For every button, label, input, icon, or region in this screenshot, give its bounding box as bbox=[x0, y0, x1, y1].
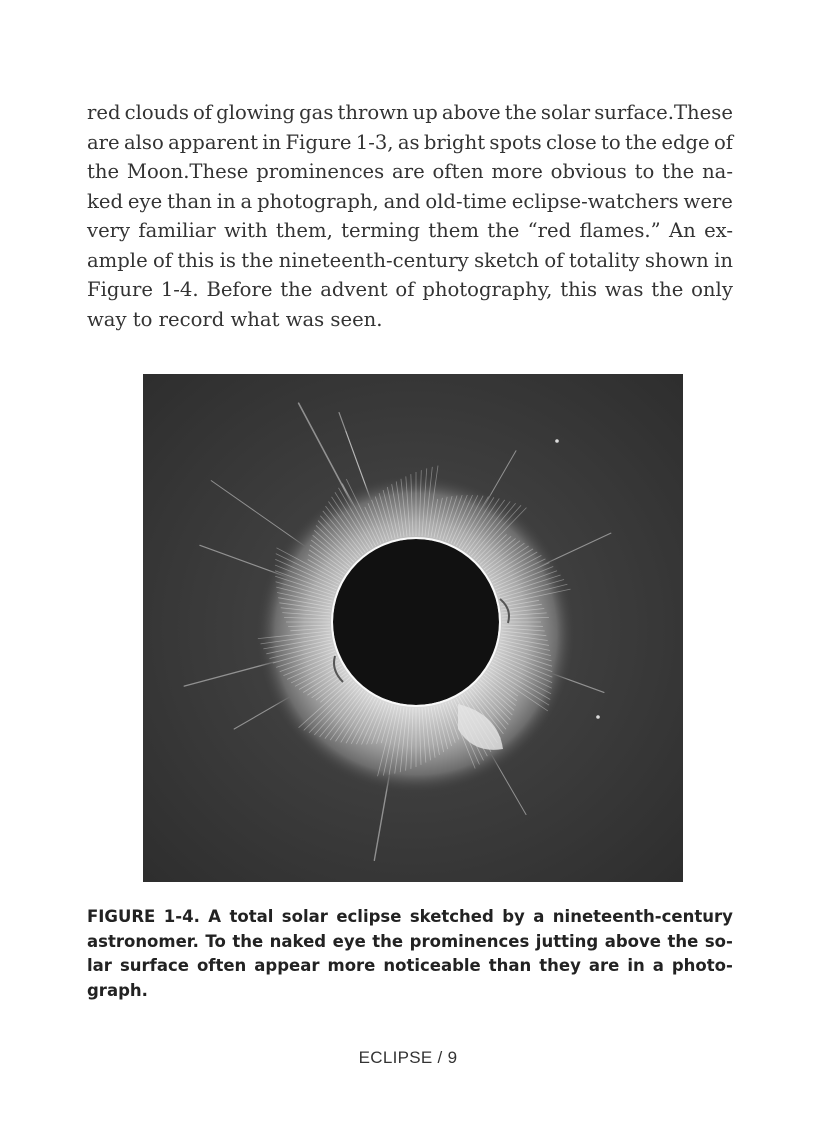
word: sketched bbox=[409, 907, 494, 926]
word: edge bbox=[661, 130, 710, 154]
word: also bbox=[123, 130, 164, 154]
word: by bbox=[502, 907, 525, 926]
word: the bbox=[667, 931, 699, 951]
word: eye bbox=[332, 931, 366, 951]
word: total bbox=[229, 907, 274, 926]
word: with bbox=[224, 219, 268, 242]
word: appear bbox=[254, 956, 320, 975]
body-paragraph bbox=[87, 98, 733, 334]
word: than bbox=[488, 956, 532, 975]
word: 1-3, bbox=[355, 130, 394, 154]
caption-line-last: graph. bbox=[87, 980, 148, 1000]
word: often bbox=[196, 956, 247, 975]
word: a bbox=[240, 189, 253, 213]
word: ex- bbox=[704, 219, 733, 242]
word: in bbox=[216, 189, 236, 213]
eclipse-figure bbox=[143, 374, 683, 882]
word: surface bbox=[119, 956, 189, 975]
word: close bbox=[546, 130, 597, 154]
word: in bbox=[262, 130, 282, 154]
word: solar bbox=[540, 101, 591, 124]
word: above bbox=[604, 931, 661, 951]
body-line bbox=[87, 128, 733, 158]
word: more bbox=[327, 956, 376, 975]
word: red bbox=[87, 101, 121, 124]
word: eclipse-watchers bbox=[511, 189, 679, 213]
word: shown bbox=[644, 248, 709, 272]
body-line bbox=[87, 187, 733, 217]
word: to bbox=[634, 160, 655, 183]
word: sketch bbox=[474, 248, 540, 272]
word: photography, bbox=[422, 278, 553, 301]
word: the bbox=[280, 278, 313, 301]
word: as bbox=[397, 130, 420, 154]
word: the bbox=[487, 219, 520, 242]
word: a bbox=[533, 907, 545, 926]
word: are bbox=[588, 956, 620, 975]
word: gas bbox=[299, 101, 334, 124]
word: was bbox=[604, 278, 644, 301]
word: is bbox=[219, 248, 236, 272]
word: lar bbox=[87, 956, 112, 975]
word: more bbox=[491, 160, 543, 183]
word: bright bbox=[423, 130, 486, 154]
word: To bbox=[205, 931, 226, 951]
word: in bbox=[627, 956, 645, 975]
word: the bbox=[624, 130, 658, 154]
word: eye bbox=[127, 189, 163, 213]
word: up bbox=[412, 101, 438, 124]
word: apparent bbox=[168, 130, 258, 154]
word: the bbox=[241, 248, 274, 272]
word: a bbox=[652, 956, 664, 975]
moon-disc bbox=[333, 539, 499, 705]
word: 1-4. bbox=[160, 278, 199, 301]
word: jutting bbox=[535, 931, 599, 951]
word: of bbox=[544, 248, 564, 272]
caption-line bbox=[87, 954, 733, 979]
eclipse-sketch-image bbox=[143, 374, 683, 882]
word: “red bbox=[527, 219, 572, 242]
word: clouds bbox=[124, 101, 189, 124]
word: ample bbox=[87, 248, 148, 272]
word: the bbox=[662, 160, 695, 183]
body-line bbox=[87, 216, 733, 246]
word: were bbox=[683, 189, 733, 213]
figure-caption bbox=[87, 905, 733, 1003]
word: than bbox=[167, 189, 212, 213]
word: obvious bbox=[550, 160, 627, 183]
word: very bbox=[87, 219, 131, 242]
word: surface.These bbox=[594, 101, 733, 124]
word: photo- bbox=[671, 956, 733, 975]
word: so- bbox=[704, 931, 733, 951]
word: totality bbox=[568, 248, 640, 272]
word: noticeable bbox=[383, 956, 481, 975]
word: this bbox=[177, 248, 215, 272]
word: thrown bbox=[337, 101, 409, 124]
word: An bbox=[668, 219, 696, 242]
word: eclipse bbox=[336, 907, 402, 926]
body-line-last: way to record what was seen. bbox=[87, 307, 383, 331]
word: are bbox=[87, 130, 120, 154]
word: often bbox=[432, 160, 484, 183]
word: glowing bbox=[216, 101, 295, 124]
word: Before bbox=[206, 278, 273, 301]
word: naked bbox=[269, 931, 327, 951]
word: Moon.These bbox=[126, 160, 249, 183]
body-line bbox=[87, 246, 733, 276]
word: of bbox=[193, 101, 213, 124]
word: nineteenth-century bbox=[552, 907, 733, 926]
word: advent bbox=[320, 278, 388, 301]
caption-line bbox=[87, 905, 733, 930]
word: are bbox=[392, 160, 425, 183]
caption-line bbox=[87, 930, 733, 955]
page-footer: ECLIPSE / 9 bbox=[358, 1048, 458, 1067]
body-line bbox=[87, 157, 733, 187]
star bbox=[555, 439, 559, 443]
word: photograph, bbox=[257, 189, 379, 213]
word: familiar bbox=[138, 219, 216, 242]
word: nineteenth-century bbox=[278, 248, 469, 272]
word: of bbox=[153, 248, 173, 272]
word: Figure bbox=[87, 278, 153, 301]
word: to bbox=[601, 130, 621, 154]
word: of bbox=[713, 130, 733, 154]
word: they bbox=[539, 956, 581, 975]
word: them bbox=[428, 219, 479, 242]
word: A bbox=[208, 907, 222, 926]
word: solar bbox=[281, 907, 328, 926]
word: 1-4. bbox=[163, 907, 200, 926]
word: only bbox=[691, 278, 733, 301]
word: and bbox=[383, 189, 421, 213]
word: the bbox=[87, 160, 120, 183]
word: na- bbox=[702, 160, 733, 183]
word: above bbox=[441, 101, 501, 124]
word: the bbox=[372, 931, 404, 951]
word: spots bbox=[489, 130, 542, 154]
word: astronomer. bbox=[87, 931, 199, 951]
word: Figure bbox=[285, 130, 352, 154]
word: them, bbox=[275, 219, 333, 242]
word: of bbox=[395, 278, 415, 301]
word: prominences bbox=[409, 931, 530, 951]
word: ked bbox=[87, 189, 124, 213]
word: prominences bbox=[256, 160, 385, 183]
word: FIGURE bbox=[87, 907, 156, 926]
word: terming bbox=[341, 219, 420, 242]
word: the bbox=[232, 931, 264, 951]
word: this bbox=[560, 278, 598, 301]
body-line bbox=[87, 275, 733, 305]
word: the bbox=[504, 101, 537, 124]
word: the bbox=[651, 278, 684, 301]
body-line bbox=[87, 98, 733, 128]
star bbox=[596, 715, 600, 719]
word: in bbox=[714, 248, 733, 272]
word: old-time bbox=[425, 189, 507, 213]
word: flames.” bbox=[579, 219, 661, 242]
